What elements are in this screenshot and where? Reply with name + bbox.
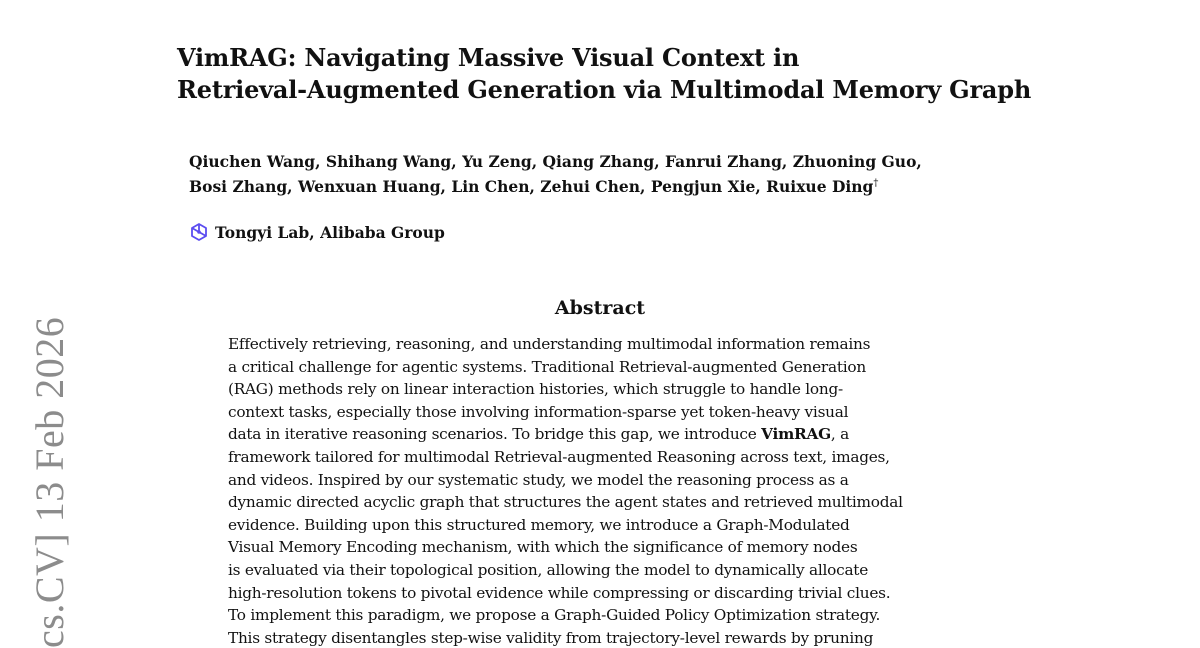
- abstract-line: and videos. Inspired by our systematic study, we model the reasoning process as a: [228, 470, 849, 489]
- affiliation-name: Tongyi Lab, Alibaba Group: [215, 222, 445, 242]
- abstract-line: To implement this paradigm, we propose a Graph-Guided Policy Optimization strategy.: [228, 606, 881, 625]
- abstract-line-5-post: , a: [830, 425, 850, 444]
- abstract-line: is evaluated via their topological position, allowing the model to dynamically allocate: [228, 560, 869, 579]
- title-line-1: VimRAG: Navigating Massive Visual Context in: [177, 43, 800, 72]
- corresponding-author-marker: †: [873, 177, 879, 189]
- abstract-line: Visual Memory Encoding mechanism, with which the significance of memory nodes: [228, 538, 858, 557]
- author-line-2-text: Bosi Zhang, Wenxuan Huang, Lin Chen, Zehui Chen, Pengjun Xie, Ruixue Ding: [189, 177, 874, 196]
- title-line-2: Retrieval-Augmented Generation via Multimodal Memory Graph: [177, 75, 1032, 104]
- affiliation: [189, 220, 445, 244]
- abstract-body: [228, 333, 988, 648]
- vimrag-term: VimRAG: [761, 425, 831, 444]
- arxiv-identifier-stamp: cs.CV] 13 Feb 2026: [27, 316, 72, 648]
- author-line-2: [189, 174, 1009, 199]
- abstract-line: dynamic directed acyclic graph that structures the agent states and retrieved multimodal: [228, 493, 903, 512]
- abstract-line-5-pre: data in iterative reasoning scenarios. To bridge this gap, we introduce: [228, 425, 762, 444]
- abstract-line: (RAG) methods rely on linear interaction histories, which struggle to handle long-: [228, 380, 843, 399]
- author-line-1: Qiuchen Wang, Shihang Wang, Yu Zeng, Qiang Zhang, Fanrui Zhang, Zhuoning Guo,: [189, 152, 922, 171]
- abstract-line: framework tailored for multimodal Retrieval-augmented Reasoning across text, images,: [228, 447, 890, 466]
- abstract-line: [228, 423, 988, 446]
- tongyi-logo-icon: [189, 222, 209, 242]
- abstract-heading: Abstract: [554, 297, 646, 319]
- abstract-line: This strategy disentangles step-wise validity from trajectory-level rewards by pruning: [228, 628, 874, 647]
- author-list: [189, 149, 1009, 199]
- paper-title: [177, 42, 1077, 106]
- abstract-line: evidence. Building upon this structured memory, we introduce a Graph-Modulated: [228, 515, 850, 534]
- abstract-line: Effectively retrieving, reasoning, and understanding multimodal information remains: [228, 335, 871, 353]
- abstract-line: a critical challenge for agentic systems. Traditional Retrieval-augmented Generation: [228, 357, 866, 376]
- abstract-line: high-resolution tokens to pivotal evidence while compressing or discarding trivial clues.: [228, 583, 891, 602]
- abstract-line: context tasks, especially those involving information-sparse yet token-heavy visual: [228, 402, 849, 421]
